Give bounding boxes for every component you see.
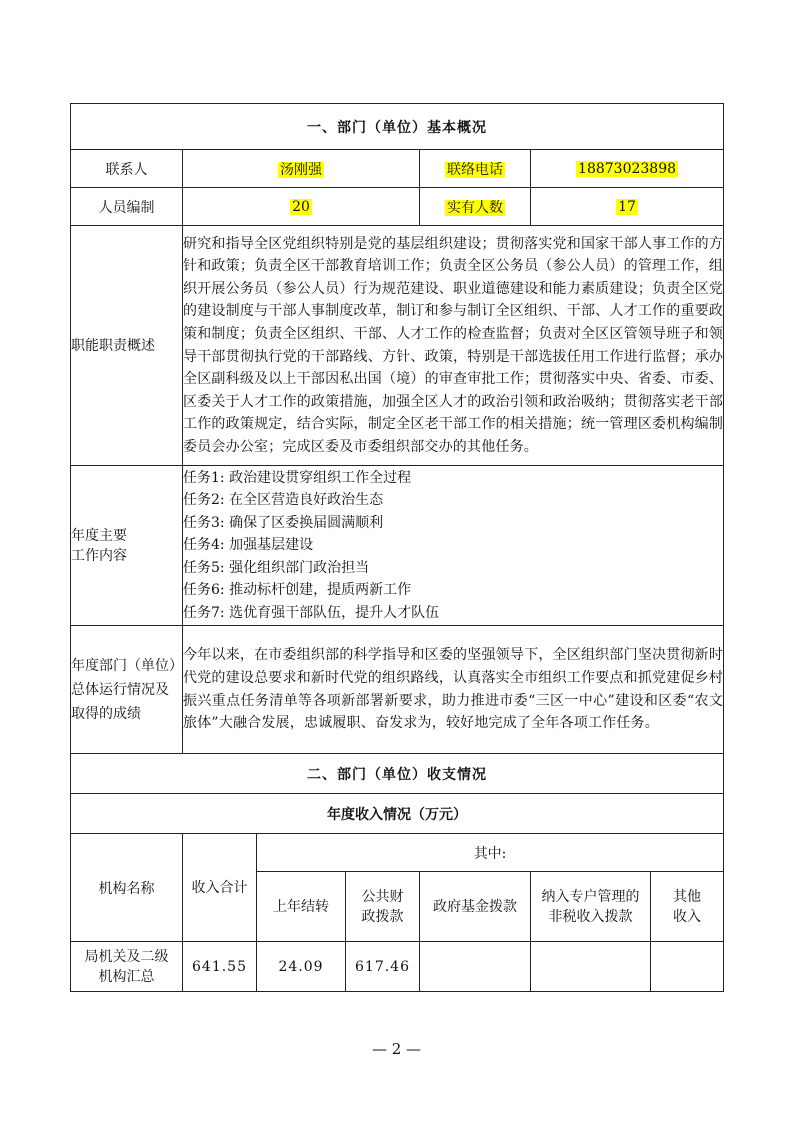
budget-table — [70, 103, 724, 992]
section2-title: 二、部门（单位）收支情况 — [71, 754, 724, 794]
header-of-which: 其中: — [257, 834, 724, 872]
list-item: 任务1: 政治建设贯穿组织工作全过程 — [183, 470, 412, 487]
header-other: 其他收入 — [651, 872, 724, 942]
list-item: 任务2: 在全区营造良好政治生态 — [183, 492, 384, 509]
annual-label-line1: 年度主要 — [71, 527, 127, 544]
header-public-finance: 公共财政拨款 — [346, 872, 420, 942]
overall-label: 年度部门（单位）总体运行情况及取得的成绩 — [71, 626, 183, 754]
row-org-name: 局机关及二级机构汇总 — [71, 942, 183, 992]
page-number: — 2 — — [371, 1040, 422, 1058]
section1-title: 一、部门（单位）基本概况 — [71, 104, 724, 150]
header-gov-fund: 政府基金拨款 — [420, 872, 531, 942]
actual-value: 17 — [618, 198, 636, 215]
row-public-finance: 617.46 — [346, 942, 420, 992]
list-item: 任务3: 确保了区委换届圆满顺利 — [183, 514, 384, 531]
row-total: 641.55 — [183, 942, 257, 992]
header-total: 收入合计 — [183, 834, 257, 942]
annual-label — [71, 466, 183, 626]
actual-label-cell — [420, 188, 531, 226]
overall-text: 今年以来，在市委组织部的科学指导和区委的坚强领导下，全区组织部门坚决贯彻新时代党的建设总要求和新时代党的组织路线，认真落实全市组织工作要点和抓党建促乡村振兴重点任务清单等各项新部署新要求，助力推进市委“三区一中心”建设和区委“农文旅体”大融合发展，忠诚履职、奋发求为，较好地完成了全年各项工作任务。 — [183, 626, 724, 754]
staff-cell — [183, 188, 420, 226]
row-carryover: 24.09 — [257, 942, 346, 992]
income-title: 年度收入情况（万元） — [71, 794, 724, 834]
annual-label-line2: 工作内容 — [71, 547, 127, 564]
staff-label: 人员编制 — [71, 188, 183, 226]
list-item: 任务7: 选优育强干部队伍，提升人才队伍 — [183, 604, 440, 621]
task-list — [183, 466, 724, 626]
header-org-name: 机构名称 — [71, 834, 183, 942]
list-item: 任务4: 加强基层建设 — [183, 537, 314, 554]
table-row — [71, 942, 724, 992]
phone-label-cell — [420, 150, 531, 188]
phone-label: 联络电话 — [447, 161, 503, 178]
list-item: 任务5: 强化组织部门政治担当 — [183, 559, 370, 576]
list-item: 任务6: 推动标杆创建，提质两新工作 — [183, 582, 412, 599]
contact-cell — [183, 150, 420, 188]
row-nontax — [531, 942, 651, 992]
row-gov-fund — [420, 942, 531, 992]
staff-value: 20 — [292, 198, 310, 215]
duty-text: 研究和指导全区党组织特别是党的基层组织建设；贯彻落实党和国家干部人事工作的方针和政策；负责全区干部教育培训工作；负责全区公务员（参公人员）的管理工作，组织开展公务员（参公人员）行为规范建设、职业道德建设和能力素质建设；负责全区党的建设制度与干部人事制度改革，制订和参与制订全区组织、干部、人才工作的重要政策和制度；负责全区组织、干部、人才工作的检查监督；负责对全区区管领导班子和领导干部贯彻执行党的干部路线、方针、政策，特别是干部选拔任用工作进行监督；承办全区副科级及以上干部因私出国（境）的审查审批工作；贯彻落实中央、省委、市委、区委关于人才工作的政策措施，加强全区人才的政治引领和政治吸纳；贯彻落实老干部工作的政策规定，结合实际，制定全区老干部工作的相关措施；统一管理区委机构编制委员会办公室；完成区委及市委组织部交办的其他任务。 — [183, 226, 724, 466]
duty-label: 职能职责概述 — [71, 226, 183, 466]
actual-label: 实有人数 — [447, 199, 503, 216]
actual-cell — [531, 188, 724, 226]
phone-value: 18873023898 — [578, 160, 677, 177]
header-carryover: 上年结转 — [257, 872, 346, 942]
contact-label: 联系人 — [71, 150, 183, 188]
phone-cell — [531, 150, 724, 188]
contact-value: 汤刚强 — [280, 161, 322, 178]
header-nontax: 纳入专户管理的非税收入拨款 — [531, 872, 651, 942]
row-other — [651, 942, 724, 992]
